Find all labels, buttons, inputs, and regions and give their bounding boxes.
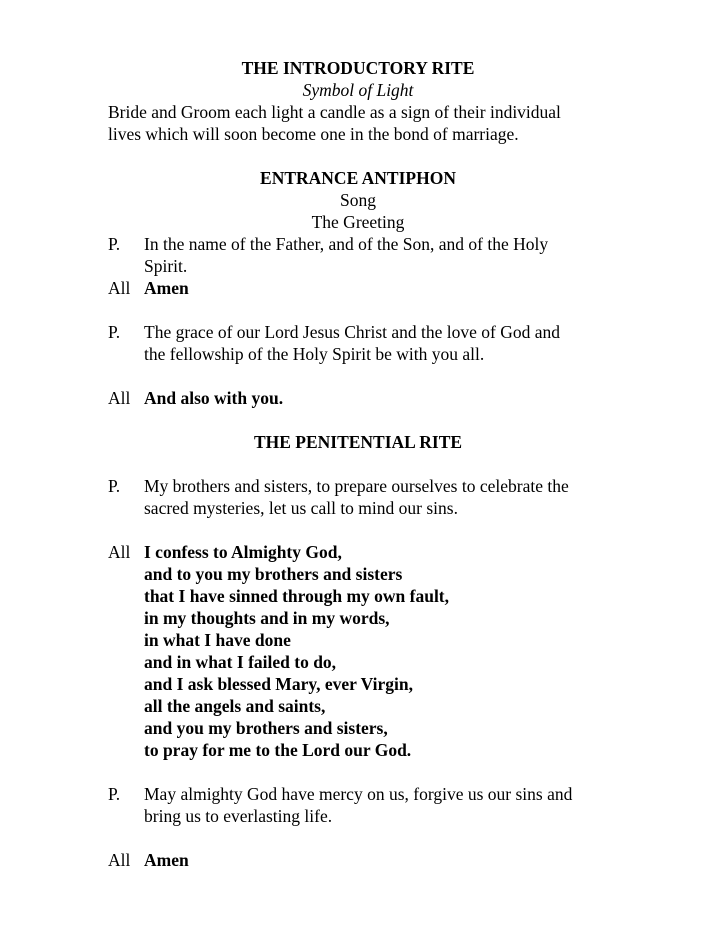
text-line: May almighty God have mercy on us, forgive us our sins and	[144, 784, 573, 804]
text-line: sacred mysteries, let us call to mind our sins.	[144, 498, 458, 518]
speaker-label: All	[108, 278, 131, 298]
all-response	[108, 387, 708, 409]
text-line: In the name of the Father, and of the Son, and of the Holy	[144, 234, 549, 254]
all-response-confiteor	[108, 541, 708, 761]
speaker-label: All	[108, 542, 131, 562]
text-line: to pray for me to the Lord our God.	[144, 740, 412, 760]
subheading-greeting: The Greeting	[311, 212, 405, 232]
all-response	[108, 277, 708, 299]
intro-line: lives which will soon become one in the bond of marriage.	[108, 124, 519, 144]
text-line: and to you my brothers and sisters	[144, 564, 403, 584]
priest-line	[108, 783, 708, 827]
speaker-label: All	[108, 850, 131, 870]
response-text: And also with you.	[144, 388, 284, 408]
priest-line	[108, 233, 708, 277]
text-line: I confess to Almighty God,	[144, 542, 342, 562]
intro-paragraph	[108, 101, 708, 145]
subheading-symbol-of-light: Symbol of Light	[302, 80, 414, 100]
subheading-song: Song	[340, 190, 376, 210]
priest-line	[108, 475, 708, 519]
heading-entrance-antiphon: ENTRANCE ANTIPHON	[260, 168, 456, 188]
heading-penitential-rite: THE PENITENTIAL RITE	[253, 432, 463, 452]
text-line: and in what I failed to do,	[144, 652, 337, 672]
text-line: and you my brothers and sisters,	[144, 718, 388, 738]
response-text: Amen	[144, 850, 189, 870]
speaker-label: P.	[108, 784, 121, 804]
text-line: and I ask blessed Mary, ever Virgin,	[144, 674, 414, 694]
text-line: in my thoughts and in my words,	[144, 608, 390, 628]
speaker-label: P.	[108, 234, 121, 254]
speaker-label: All	[108, 388, 131, 408]
text-line: My brothers and sisters, to prepare ourselves to celebrate the	[144, 476, 569, 496]
speaker-label: P.	[108, 476, 121, 496]
document-page	[108, 57, 708, 871]
all-response	[108, 849, 708, 871]
text-line: bring us to everlasting life.	[144, 806, 333, 826]
text-line: in what I have done	[144, 630, 291, 650]
heading-introductory-rite: THE INTRODUCTORY RITE	[241, 58, 475, 78]
text-line: The grace of our Lord Jesus Christ and the love of God and	[144, 322, 561, 342]
text-line: the fellowship of the Holy Spirit be with you all.	[144, 344, 485, 364]
priest-line	[108, 321, 708, 365]
response-text: Amen	[144, 278, 189, 298]
speaker-label: P.	[108, 322, 121, 342]
text-line: Spirit.	[144, 256, 188, 276]
intro-line: Bride and Groom each light a candle as a sign of their individual	[108, 102, 561, 122]
text-line: that I have sinned through my own fault,	[144, 586, 450, 606]
text-line: all the angels and saints,	[144, 696, 326, 716]
